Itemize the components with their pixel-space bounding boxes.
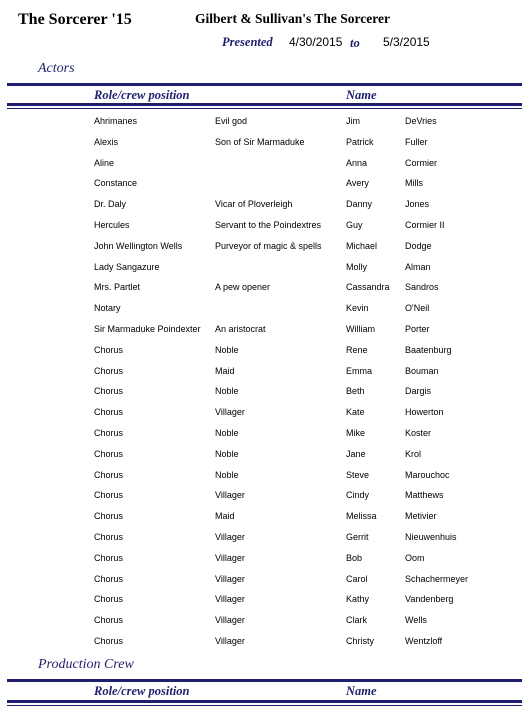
- cast-role-description: Villager: [215, 615, 245, 625]
- cast-last-name: Wells: [405, 615, 427, 625]
- cast-last-name: Cormier II: [405, 220, 445, 230]
- cast-role-description: Noble: [215, 470, 239, 480]
- cast-role: Chorus: [94, 366, 124, 376]
- cast-role: Notary: [94, 303, 121, 313]
- cast-role-description: Vicar of Ploverleigh: [215, 199, 293, 209]
- cast-first-name: Michael: [346, 241, 378, 251]
- cast-first-name: Jim: [346, 116, 360, 126]
- cast-first-name: Bob: [346, 553, 363, 563]
- cast-role-description: Son of Sir Marmaduke: [215, 137, 305, 147]
- actors-header-rule-bottom-thick: [7, 103, 522, 106]
- cast-first-name: Christy: [346, 636, 375, 646]
- cast-last-name: Baatenburg: [405, 345, 452, 355]
- cast-first-name: Cassandra: [346, 282, 390, 292]
- cast-first-name: Kathy: [346, 594, 370, 604]
- cast-role-description: Evil god: [215, 116, 248, 126]
- cast-last-name: Porter: [405, 324, 430, 334]
- crew-column-name-header: Name: [346, 684, 377, 698]
- end-date: 5/3/2015: [383, 35, 430, 49]
- cast-role: Sir Marmaduke Poindexter: [94, 324, 201, 334]
- cast-role: Mrs. Partlet: [94, 282, 141, 292]
- cast-role: Chorus: [94, 428, 124, 438]
- cast-role: Hercules: [94, 220, 130, 230]
- cast-role: Chorus: [94, 615, 124, 625]
- cast-last-name: Marouchoc: [405, 470, 450, 480]
- cast-role: Chorus: [94, 553, 124, 563]
- cast-first-name: Clark: [346, 615, 368, 625]
- cast-last-name: Cormier: [405, 158, 438, 168]
- cast-role-description: Servant to the Poindextres: [215, 220, 322, 230]
- cast-role: Chorus: [94, 532, 124, 542]
- cast-last-name: O'Neil: [405, 303, 430, 313]
- cast-first-name: Molly: [346, 262, 368, 272]
- cast-role-description: Villager: [215, 594, 245, 604]
- cast-role: Lady Sangazure: [94, 262, 160, 272]
- show-title: Gilbert & Sullivan's The Sorcerer: [195, 11, 390, 26]
- cast-last-name: Alman: [405, 262, 431, 272]
- cast-first-name: Jane: [346, 449, 366, 459]
- cast-last-name: Fuller: [405, 137, 428, 147]
- cast-role-description: Noble: [215, 386, 239, 396]
- cast-last-name: Nieuwenhuis: [405, 532, 457, 542]
- cast-role: Aline: [94, 158, 115, 168]
- cast-role: Chorus: [94, 407, 124, 417]
- cast-last-name: Schachermeyer: [405, 574, 469, 584]
- cast-role: Chorus: [94, 594, 124, 604]
- actors-column-name-header: Name: [346, 88, 377, 102]
- cast-last-name: Mills: [405, 178, 423, 188]
- cast-role: Chorus: [94, 449, 124, 459]
- cast-role-description: Purveyor of magic & spells: [215, 241, 322, 251]
- cast-last-name: Vandenberg: [405, 594, 454, 604]
- cast-role: Chorus: [94, 386, 124, 396]
- presented-label: Presented: [222, 35, 273, 49]
- cast-last-name: Wentzloff: [405, 636, 443, 646]
- cast-role-description: Noble: [215, 428, 239, 438]
- cast-first-name: Kate: [346, 407, 365, 417]
- cast-last-name: DeVries: [405, 116, 437, 126]
- cast-role: Ahrimanes: [94, 116, 138, 126]
- cast-role: Chorus: [94, 636, 124, 646]
- cast-role-description: Villager: [215, 490, 245, 500]
- cast-first-name: Gerrit: [346, 532, 369, 542]
- cast-last-name: Dodge: [405, 241, 432, 251]
- cast-role-description: Noble: [215, 449, 239, 459]
- cast-first-name: Anna: [346, 158, 368, 168]
- cast-first-name: Rene: [346, 345, 368, 355]
- start-date: 4/30/2015: [289, 35, 343, 49]
- actors-section-title: Actors: [38, 61, 75, 76]
- cast-first-name: Kevin: [346, 303, 369, 313]
- cast-role: Chorus: [94, 345, 124, 355]
- cast-last-name: Metivier: [405, 511, 437, 521]
- actors-column-role-header: Role/crew position: [94, 88, 190, 102]
- cast-role: Dr. Daly: [94, 199, 127, 209]
- cast-role-description: Villager: [215, 553, 245, 563]
- cast-last-name: Matthews: [405, 490, 444, 500]
- cast-last-name: Krol: [405, 449, 422, 459]
- cast-first-name: Beth: [346, 386, 365, 396]
- cast-first-name: Steve: [346, 470, 370, 480]
- crew-header-rule-bottom-thin: [7, 705, 522, 706]
- cast-role-description: An aristocrat: [215, 324, 266, 334]
- cast-first-name: Patrick: [346, 137, 374, 147]
- cast-role: Chorus: [94, 490, 124, 500]
- cast-first-name: Cindy: [346, 490, 370, 500]
- cast-role-description: Villager: [215, 636, 245, 646]
- cast-last-name: Sandros: [405, 282, 439, 292]
- cast-role: John Wellington Wells: [94, 241, 183, 251]
- cast-role-description: Maid: [215, 366, 235, 376]
- crew-section-title: Production Crew: [38, 657, 134, 672]
- cast-last-name: Jones: [405, 199, 430, 209]
- actors-header-rule-bottom-thin: [7, 108, 522, 109]
- cast-role-description: A pew opener: [215, 282, 271, 292]
- document-title: The Sorcerer '15: [18, 11, 132, 28]
- cast-first-name: William: [346, 324, 375, 334]
- cast-role: Chorus: [94, 470, 124, 480]
- cast-last-name: Oom: [405, 553, 425, 563]
- cast-role: Constance: [94, 178, 138, 188]
- actors-header-rule-top: [7, 83, 522, 86]
- cast-first-name: Carol: [346, 574, 368, 584]
- cast-role: Chorus: [94, 511, 124, 521]
- cast-first-name: Mike: [346, 428, 366, 438]
- cast-last-name: Bouman: [405, 366, 439, 376]
- cast-role: Alexis: [94, 137, 119, 147]
- cast-role-description: Noble: [215, 345, 239, 355]
- cast-last-name: Koster: [405, 428, 432, 438]
- cast-first-name: Avery: [346, 178, 369, 188]
- cast-first-name: Guy: [346, 220, 363, 230]
- crew-header-rule-top: [7, 679, 522, 682]
- crew-header-rule-bottom-thick: [7, 700, 522, 703]
- cast-role-description: Villager: [215, 532, 245, 542]
- cast-role: Chorus: [94, 574, 124, 584]
- cast-first-name: Emma: [346, 366, 373, 376]
- to-label: to: [350, 36, 360, 50]
- cast-last-name: Dargis: [405, 386, 432, 396]
- cast-role-description: Villager: [215, 574, 245, 584]
- cast-first-name: Melissa: [346, 511, 377, 521]
- cast-first-name: Danny: [346, 199, 373, 209]
- crew-column-role-header: Role/crew position: [94, 684, 190, 698]
- cast-role-description: Maid: [215, 511, 235, 521]
- cast-role-description: Villager: [215, 407, 245, 417]
- cast-last-name: Howerton: [405, 407, 444, 417]
